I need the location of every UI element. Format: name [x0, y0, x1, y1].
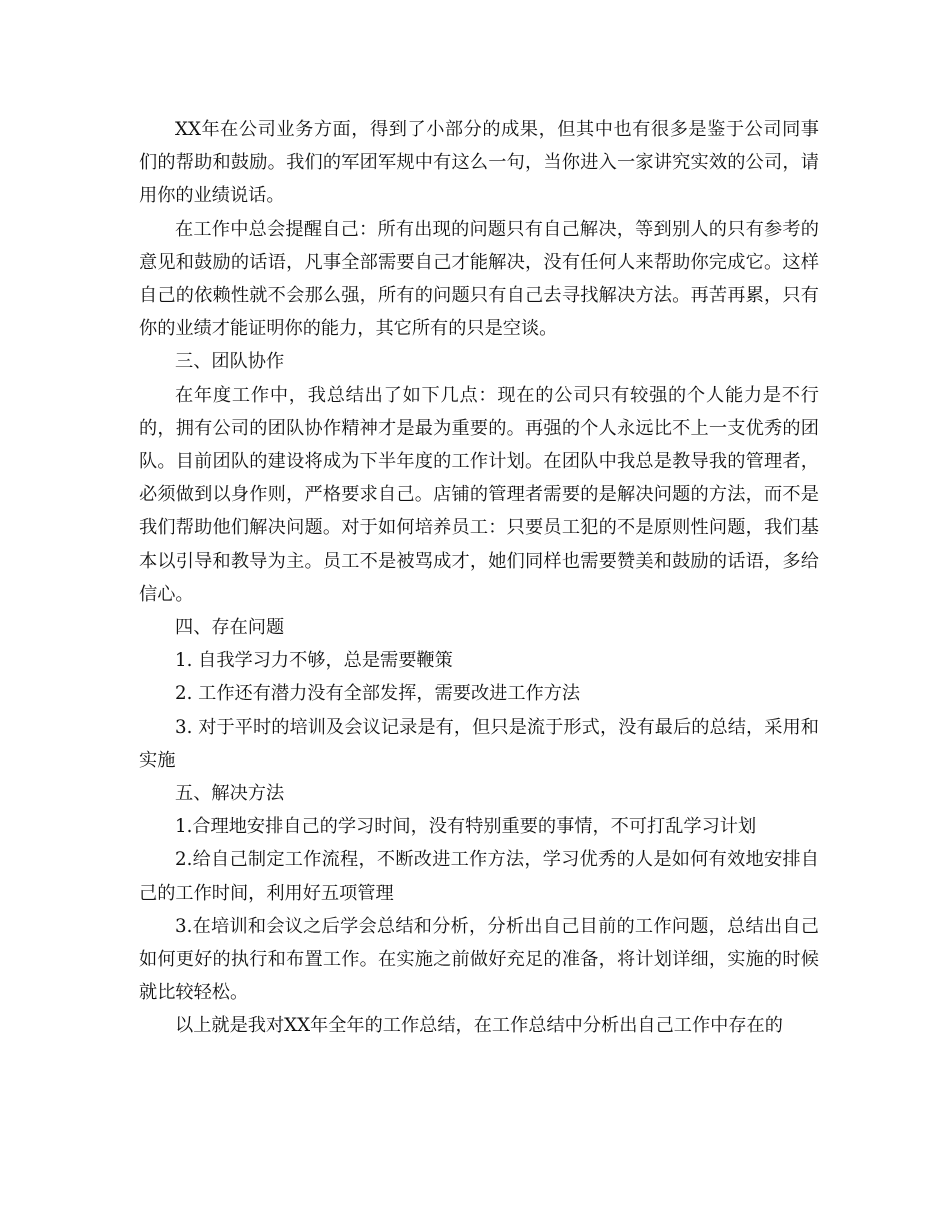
section-heading-solutions: 五、解决方法 — [175, 783, 285, 805]
list-item-solution-3: 3.在培训和会议之后学会总结和分析，分析出自己目前的工作问题，总结出自己如何更好的执行和布置工作。在实施之前做好充足的准备，将计划详细，实施的时候就比较轻松。 — [139, 915, 819, 1004]
paragraph-summary: 以上就是我对XX年全年的工作总结，在工作总结中分析出自己工作中存在的 — [175, 1015, 783, 1037]
list-item-solution-2: 2.给自己制定工作流程，不断改进工作方法，学习优秀的人是如何有效地安排自己的工作时间，利用好五项管理 — [139, 849, 819, 904]
section-heading-problems: 四、存在问题 — [175, 617, 285, 639]
list-item-problem-1: 1. 自我学习力不够，总是需要鞭策 — [175, 650, 453, 672]
paragraph-teamwork: 在年度工作中，我总结出了如下几点：现在的公司只有较强的个人能力是不行的，拥有公司的团队协作精神才是最为重要的。再强的个人永远比不上一支优秀的团队。目前团队的建设将成为下半年度的工作计划。在团队中我总是教导我的管理者，必须做到以身作则，严格要求自己。店铺的管理者需要的是解决问题的方法，而不是我们帮助他们解决问题。对于如何培养员工：只要员工犯的不是原则性问题，我们基本以引导和教导为主。员工不是被骂成才，她们同样也需要赞美和鼓励的话语，多给信心。 — [139, 384, 819, 605]
document-body — [139, 113, 819, 1043]
list-item-problem-2: 2. 工作还有潜力没有全部发挥，需要改进工作方法 — [175, 683, 581, 705]
list-item-solution-1: 1.合理地安排自己的学习时间，没有特别重要的事情，不可打乱学习计划 — [175, 816, 757, 838]
list-item-problem-3: 3. 对于平时的培训及会议记录是有，但只是流于形式，没有最后的总结，采用和实施 — [139, 716, 819, 771]
paragraph-self-reliance: 在工作中总会提醒自己：所有出现的问题只有自己解决，等到别人的只有参考的意见和鼓励的话语，凡事全部需要自己才能解决，没有任何人来帮助你完成它。这样自己的依赖性就不会那么强，所有的问题只有自己去寻找解决方法。再苦再累，只有你的业绩才能证明你的能力，其它所有的只是空谈。 — [139, 218, 819, 340]
section-heading-teamwork: 三、团队协作 — [175, 351, 285, 373]
paragraph-business-results: XX年在公司业务方面，得到了小部分的成果，但其中也有很多是鉴于公司同事们的帮助和鼓励。我们的军团军规中有这么一句，当你进入一家讲究实效的公司，请用你的业绩说话。 — [139, 119, 819, 207]
